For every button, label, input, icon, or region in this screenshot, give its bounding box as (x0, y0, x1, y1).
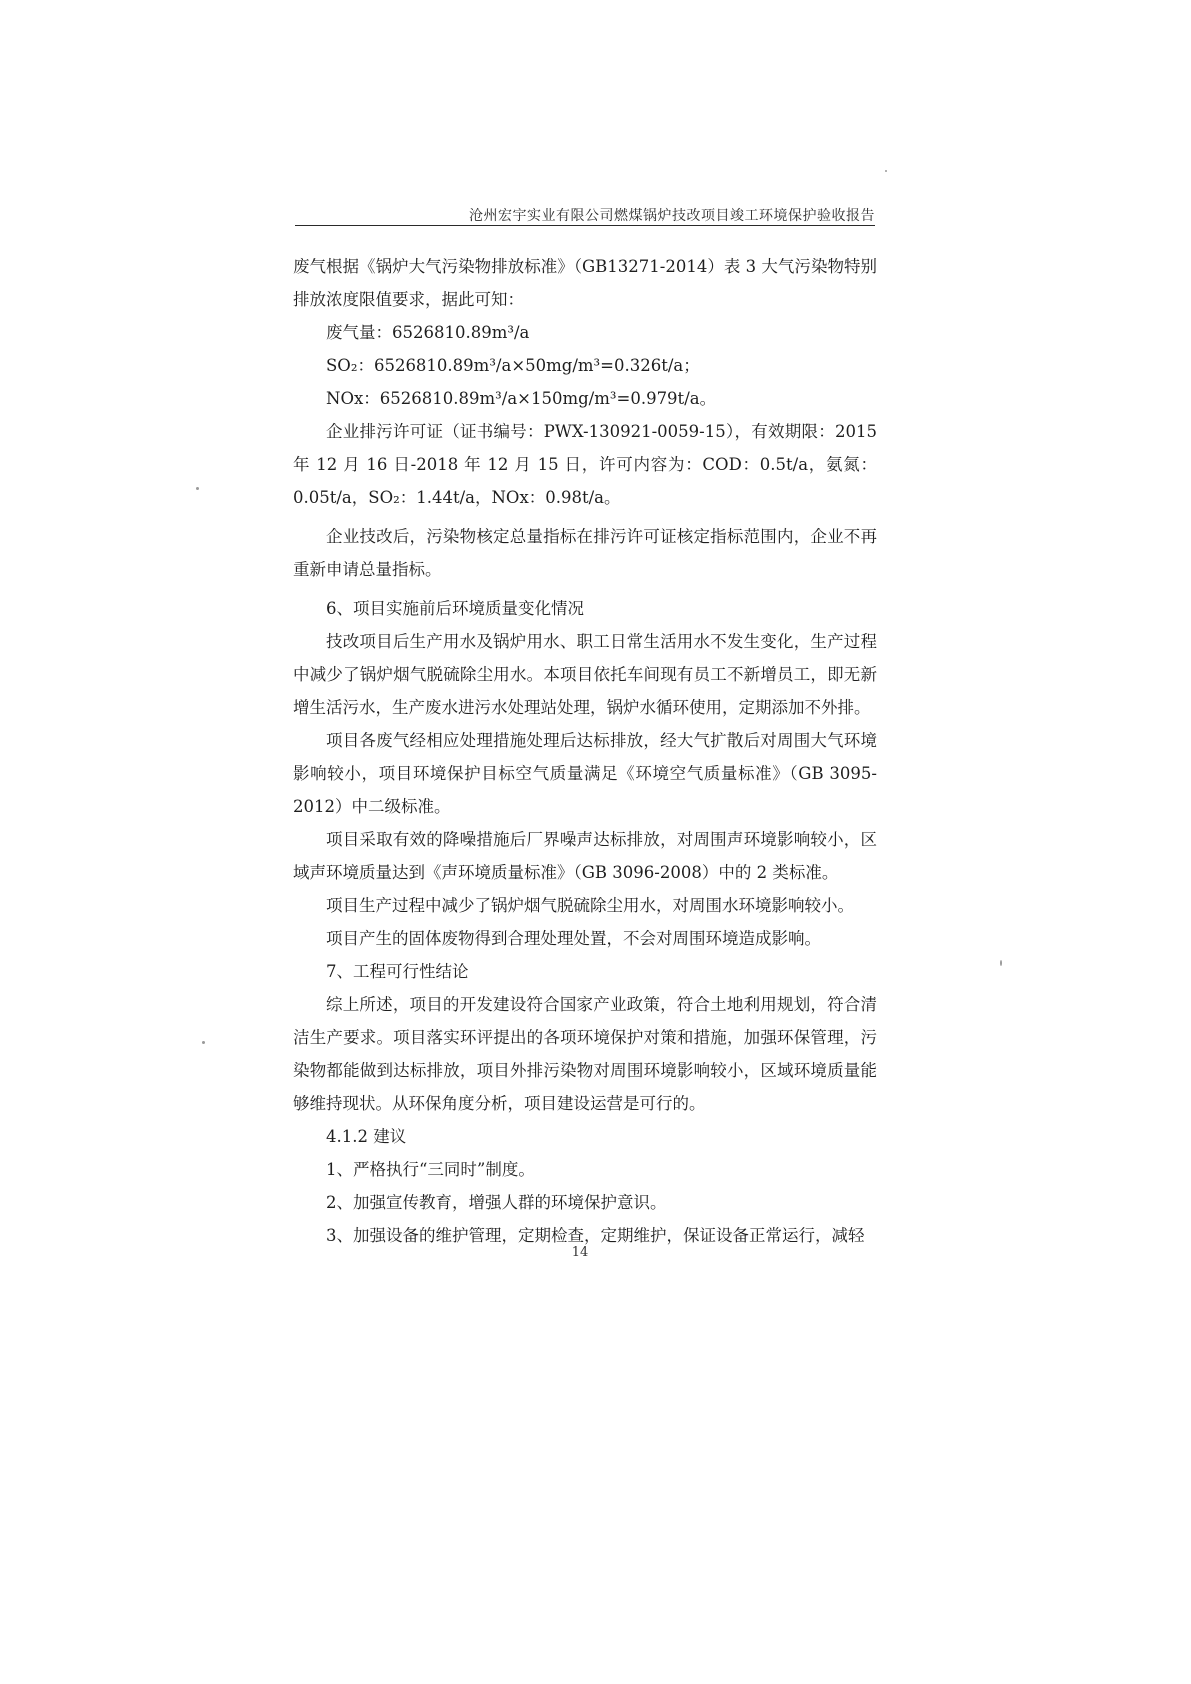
scan-speck (196, 487, 199, 490)
page-number: 14 (571, 1245, 589, 1260)
paragraph-water-impact: 项目生产过程中减少了锅炉烟气脱硫除尘用水，对周围水环境影响较小。 (326, 896, 854, 915)
section-heading-6: 6、项目实施前后环境质量变化情况 (326, 599, 584, 618)
paragraph-noise: 项目采取有效的降噪措施后厂界噪声达标排放，对周围声环境影响较小，区域声环境质量达到《声环境质量标准》（GB 3096-2008）中的 2 类标准。 (293, 830, 877, 882)
paragraph-so2: SO₂：6526810.89m³/a×50mg/m³=0.326t/a； (326, 356, 700, 375)
paragraph-exhaust-volume: 废气量：6526810.89m³/a (326, 323, 530, 342)
suggestion-item-2: 2、加强宣传教育，增强人群的环境保护意识。 (326, 1193, 667, 1212)
body-text (293, 250, 877, 1252)
suggestion-item-1: 1、严格执行“三同时”制度。 (326, 1160, 535, 1179)
paragraph-total-quota: 企业技改后，污染物核定总量指标在排污许可证核定指标范围内，企业不再重新申请总量指标。 (293, 527, 877, 579)
running-header: 沧州宏宇实业有限公司燃煤锅炉技改项目竣工环境保护验收报告 (469, 208, 875, 224)
section-heading-7: 7、工程可行性结论 (326, 962, 469, 981)
paragraph-conclusion: 综上所述，项目的开发建设符合国家产业政策，符合土地利用规划，符合清洁生产要求。项目落实环评提出的各项环境保护对策和措施，加强环保管理，污染物都能做到达标排放，项目外排污染物对周围环境影响较小，区域环境质量能够维持现状。从环保角度分析，项目建设运营是可行的。 (293, 995, 877, 1113)
section-heading-4-1-2: 4.1.2 建议 (326, 1127, 407, 1146)
paragraph-exhaust-standard: 废气根据《锅炉大气污染物排放标准》（GB13271-2014）表 3 大气污染物特别排放浓度限值要求，据此可知： (293, 257, 877, 309)
paragraph-nox: NOx：6526810.89m³/a×150mg/m³=0.979t/a。 (326, 389, 717, 408)
paragraph-water: 技改项目后生产用水及锅炉用水、职工日常生活用水不发生变化，生产过程中减少了锅炉烟气脱硫除尘用水。本项目依托车间现有员工不新增员工，即无新增生活污水，生产废水进污水处理站处理，锅炉水循环使用，定期添加不外排。 (293, 632, 877, 717)
header-rule (295, 225, 875, 226)
paragraph-permit: 企业排污许可证（证书编号：PWX-130921-0059-15），有效期限：2015 年 12 月 16 日-2018 年 12 月 15 日，许可内容为：COD：0.5t/a，氨氮：0.05t/a，SO₂：1.44t/a，NOx：0.98t/a。 (293, 422, 877, 507)
paragraph-solid-waste: 项目产生的固体废物得到合理处理处置，不会对周围环境造成影响。 (326, 929, 821, 948)
paragraph-air: 项目各废气经相应处理措施处理后达标排放，经大气扩散后对周围大气环境影响较小，项目环境保护目标空气质量满足《环境空气质量标准》（GB 3095-2012）中二级标准。 (293, 731, 877, 816)
scan-speck (1000, 960, 1002, 966)
scan-speck (885, 170, 887, 172)
scan-speck (202, 1041, 205, 1044)
suggestion-item-3: 3、加强设备的维护管理，定期检查，定期维护，保证设备正常运行，减轻 (326, 1226, 865, 1245)
